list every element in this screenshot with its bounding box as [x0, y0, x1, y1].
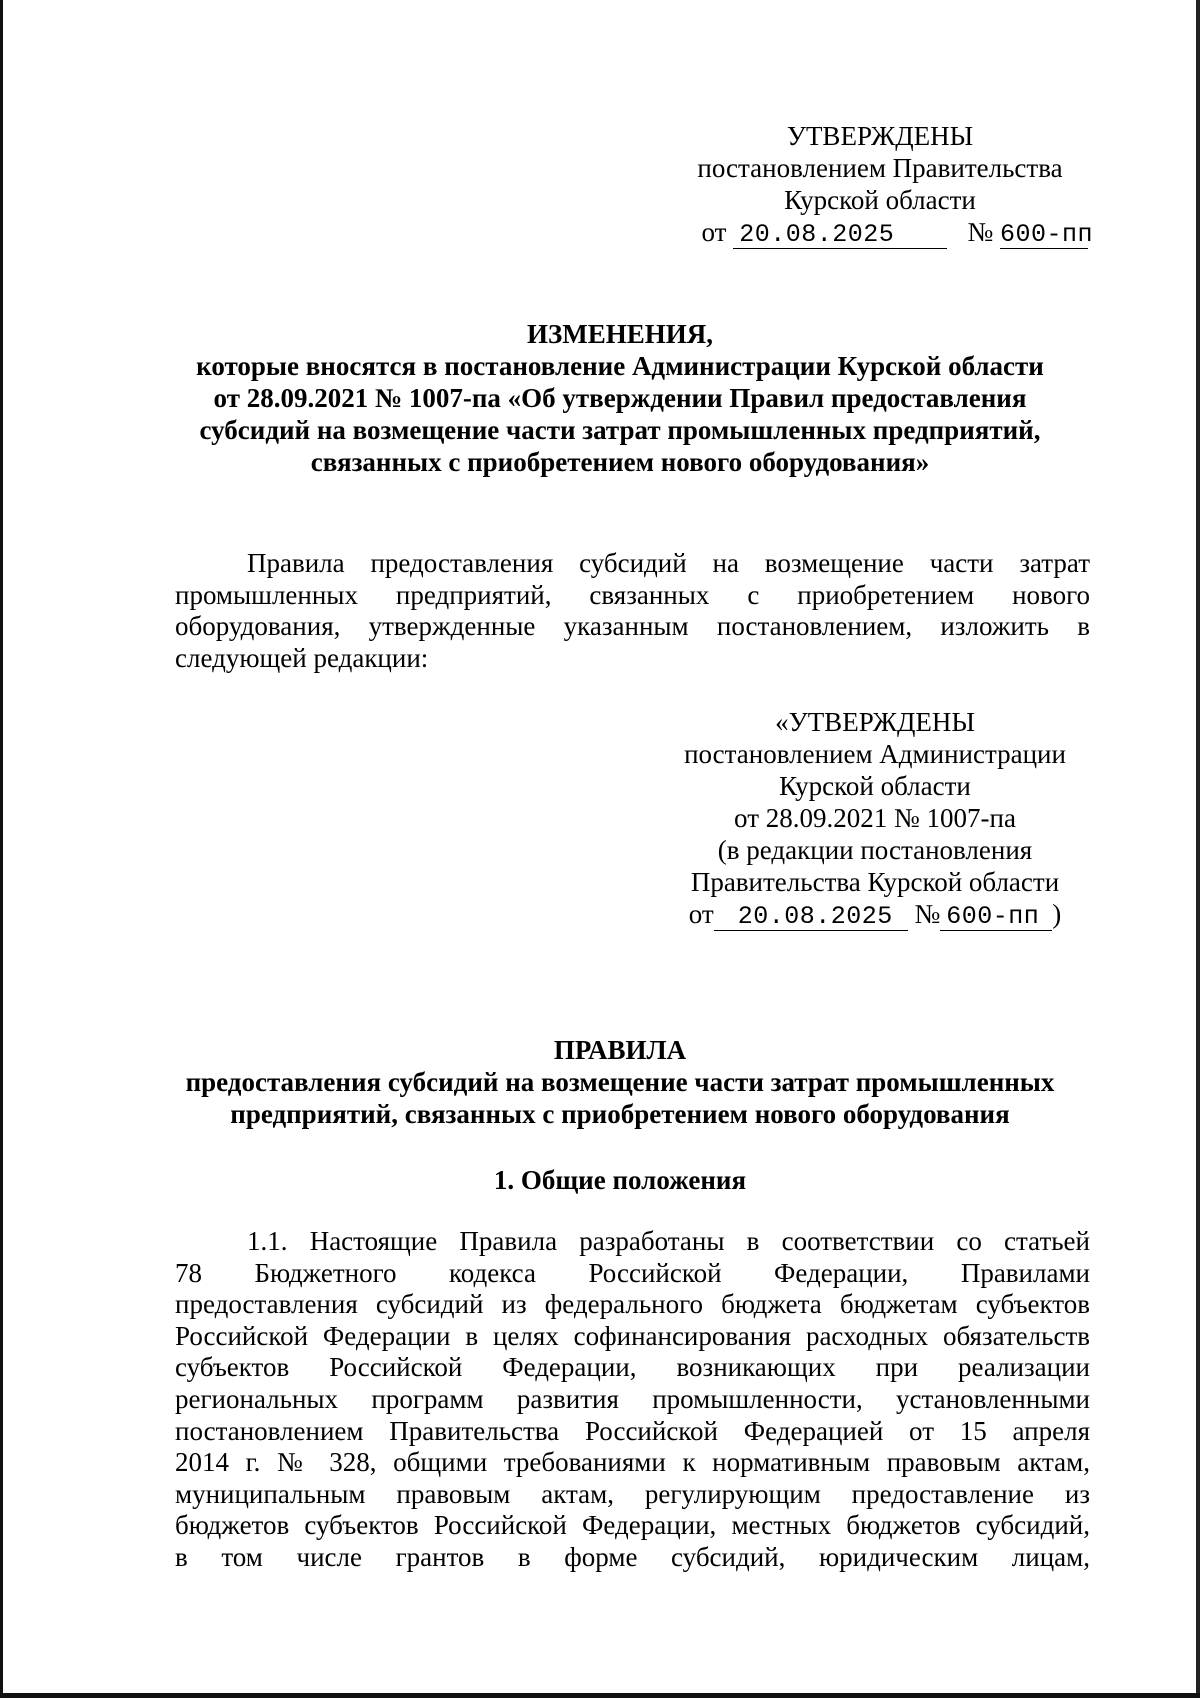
number-label: № [967, 217, 994, 247]
changes-subtitle-line: от 28.09.2021 № 1007-па «Об утверждении Правил предоставления [213, 383, 1027, 413]
intro-line: промышленных предприятий, связанных с приобретением нового [175, 579, 1090, 610]
approval-line: Курской области [779, 771, 971, 801]
clause-line: муниципальным правовым актам, регулирующим предоставление из [175, 1478, 1090, 1509]
from-label: от [688, 899, 714, 929]
changes-subtitle-line: связанных с приобретением нового оборудования» [310, 447, 930, 477]
clause-1-1-paragraph [175, 1226, 1090, 1574]
intro-line: следующей редакции: [175, 642, 429, 673]
approval-line: Курской области [784, 185, 976, 215]
second-approval-block [660, 706, 1090, 931]
page-left-edge [0, 0, 3, 1698]
clause-line: 2014 г. № 328, общими требованиями к нормативным правовым актам, [175, 1447, 1090, 1478]
clause-line: 1.1. Настоящие Правила разработаны в соответствии со статьей [247, 1226, 1090, 1256]
rules-title: ПРАВИЛА [553, 1035, 687, 1065]
intro-line: оборудования, утвержденные указанным постановлением, изложить в [175, 611, 1090, 642]
approval-line: от 28.09.2021 № 1007-па [734, 803, 1016, 833]
clause-line: в том числе грантов в форме субсидий, юридическим лицам, [175, 1541, 1090, 1572]
changes-subtitle-line: субсидий на возмещение части затрат промышленных предприятий, [199, 415, 1041, 445]
approval-line: (в редакции постановления [717, 835, 1033, 865]
clause-line: постановлением Правительства Российской Федерацией от 15 апреля [175, 1415, 1090, 1446]
changes-title: ИЗМЕНЕНИЯ, [526, 319, 713, 349]
approval-line: Правительства Курской области [690, 867, 1060, 897]
clause-line: Российской Федерации в целях софинансирования расходных обязательств [175, 1320, 1090, 1351]
rules-subtitle-line: предприятий, связанных с приобретением нового оборудования [230, 1099, 1010, 1129]
approval-line: постановлением Администрации [684, 739, 1066, 769]
approval-title: «УТВЕРЖДЕНЫ [775, 707, 975, 737]
changes-subtitle-line: которые вносятся в постановление Администрации Курской области [196, 351, 1044, 381]
number-label: № [914, 899, 941, 929]
clause-line: предоставления субсидий из федерального бюджета бюджетам субъектов [175, 1289, 1090, 1320]
top-approval-block [660, 120, 1100, 249]
page-bottom-edge [0, 1693, 1200, 1698]
clause-line: региональных программ развития промышленности, установленными [175, 1383, 1090, 1414]
approval-date: 20.08.2025 [714, 904, 908, 931]
approval-number: 600-пп [1000, 220, 1094, 249]
approval-line: постановлением Правительства [697, 153, 1063, 183]
approval-date-line [660, 898, 1090, 931]
approval-number: 600-пп [940, 904, 1052, 931]
rules-heading [150, 1034, 1090, 1130]
clause-line: 78 Бюджетного кодекса Российской Федерации, Правилами [175, 1257, 1090, 1288]
changes-heading [150, 318, 1090, 478]
approval-date-line [660, 216, 1100, 249]
section-heading [150, 1164, 1090, 1196]
page-right-edge [1196, 0, 1200, 1698]
closing-paren: ) [1052, 899, 1062, 929]
section-title: 1. Общие положения [493, 1165, 747, 1195]
from-label: от [701, 217, 727, 247]
clause-line: субъектов Российской Федерации, возникающих при реализации [175, 1352, 1090, 1383]
approval-date: 20.08.2025 [733, 222, 947, 249]
intro-line: Правила предоставления субсидий на возмещение части затрат [247, 548, 1090, 578]
clause-line: бюджетов субъектов Российской Федерации, местных бюджетов субсидий, [175, 1510, 1090, 1541]
rules-subtitle-line: предоставления субсидий на возмещение части затрат промышленных [185, 1067, 1055, 1097]
approval-title: УТВЕРЖДЕНЫ [786, 121, 974, 151]
intro-paragraph [175, 548, 1090, 674]
